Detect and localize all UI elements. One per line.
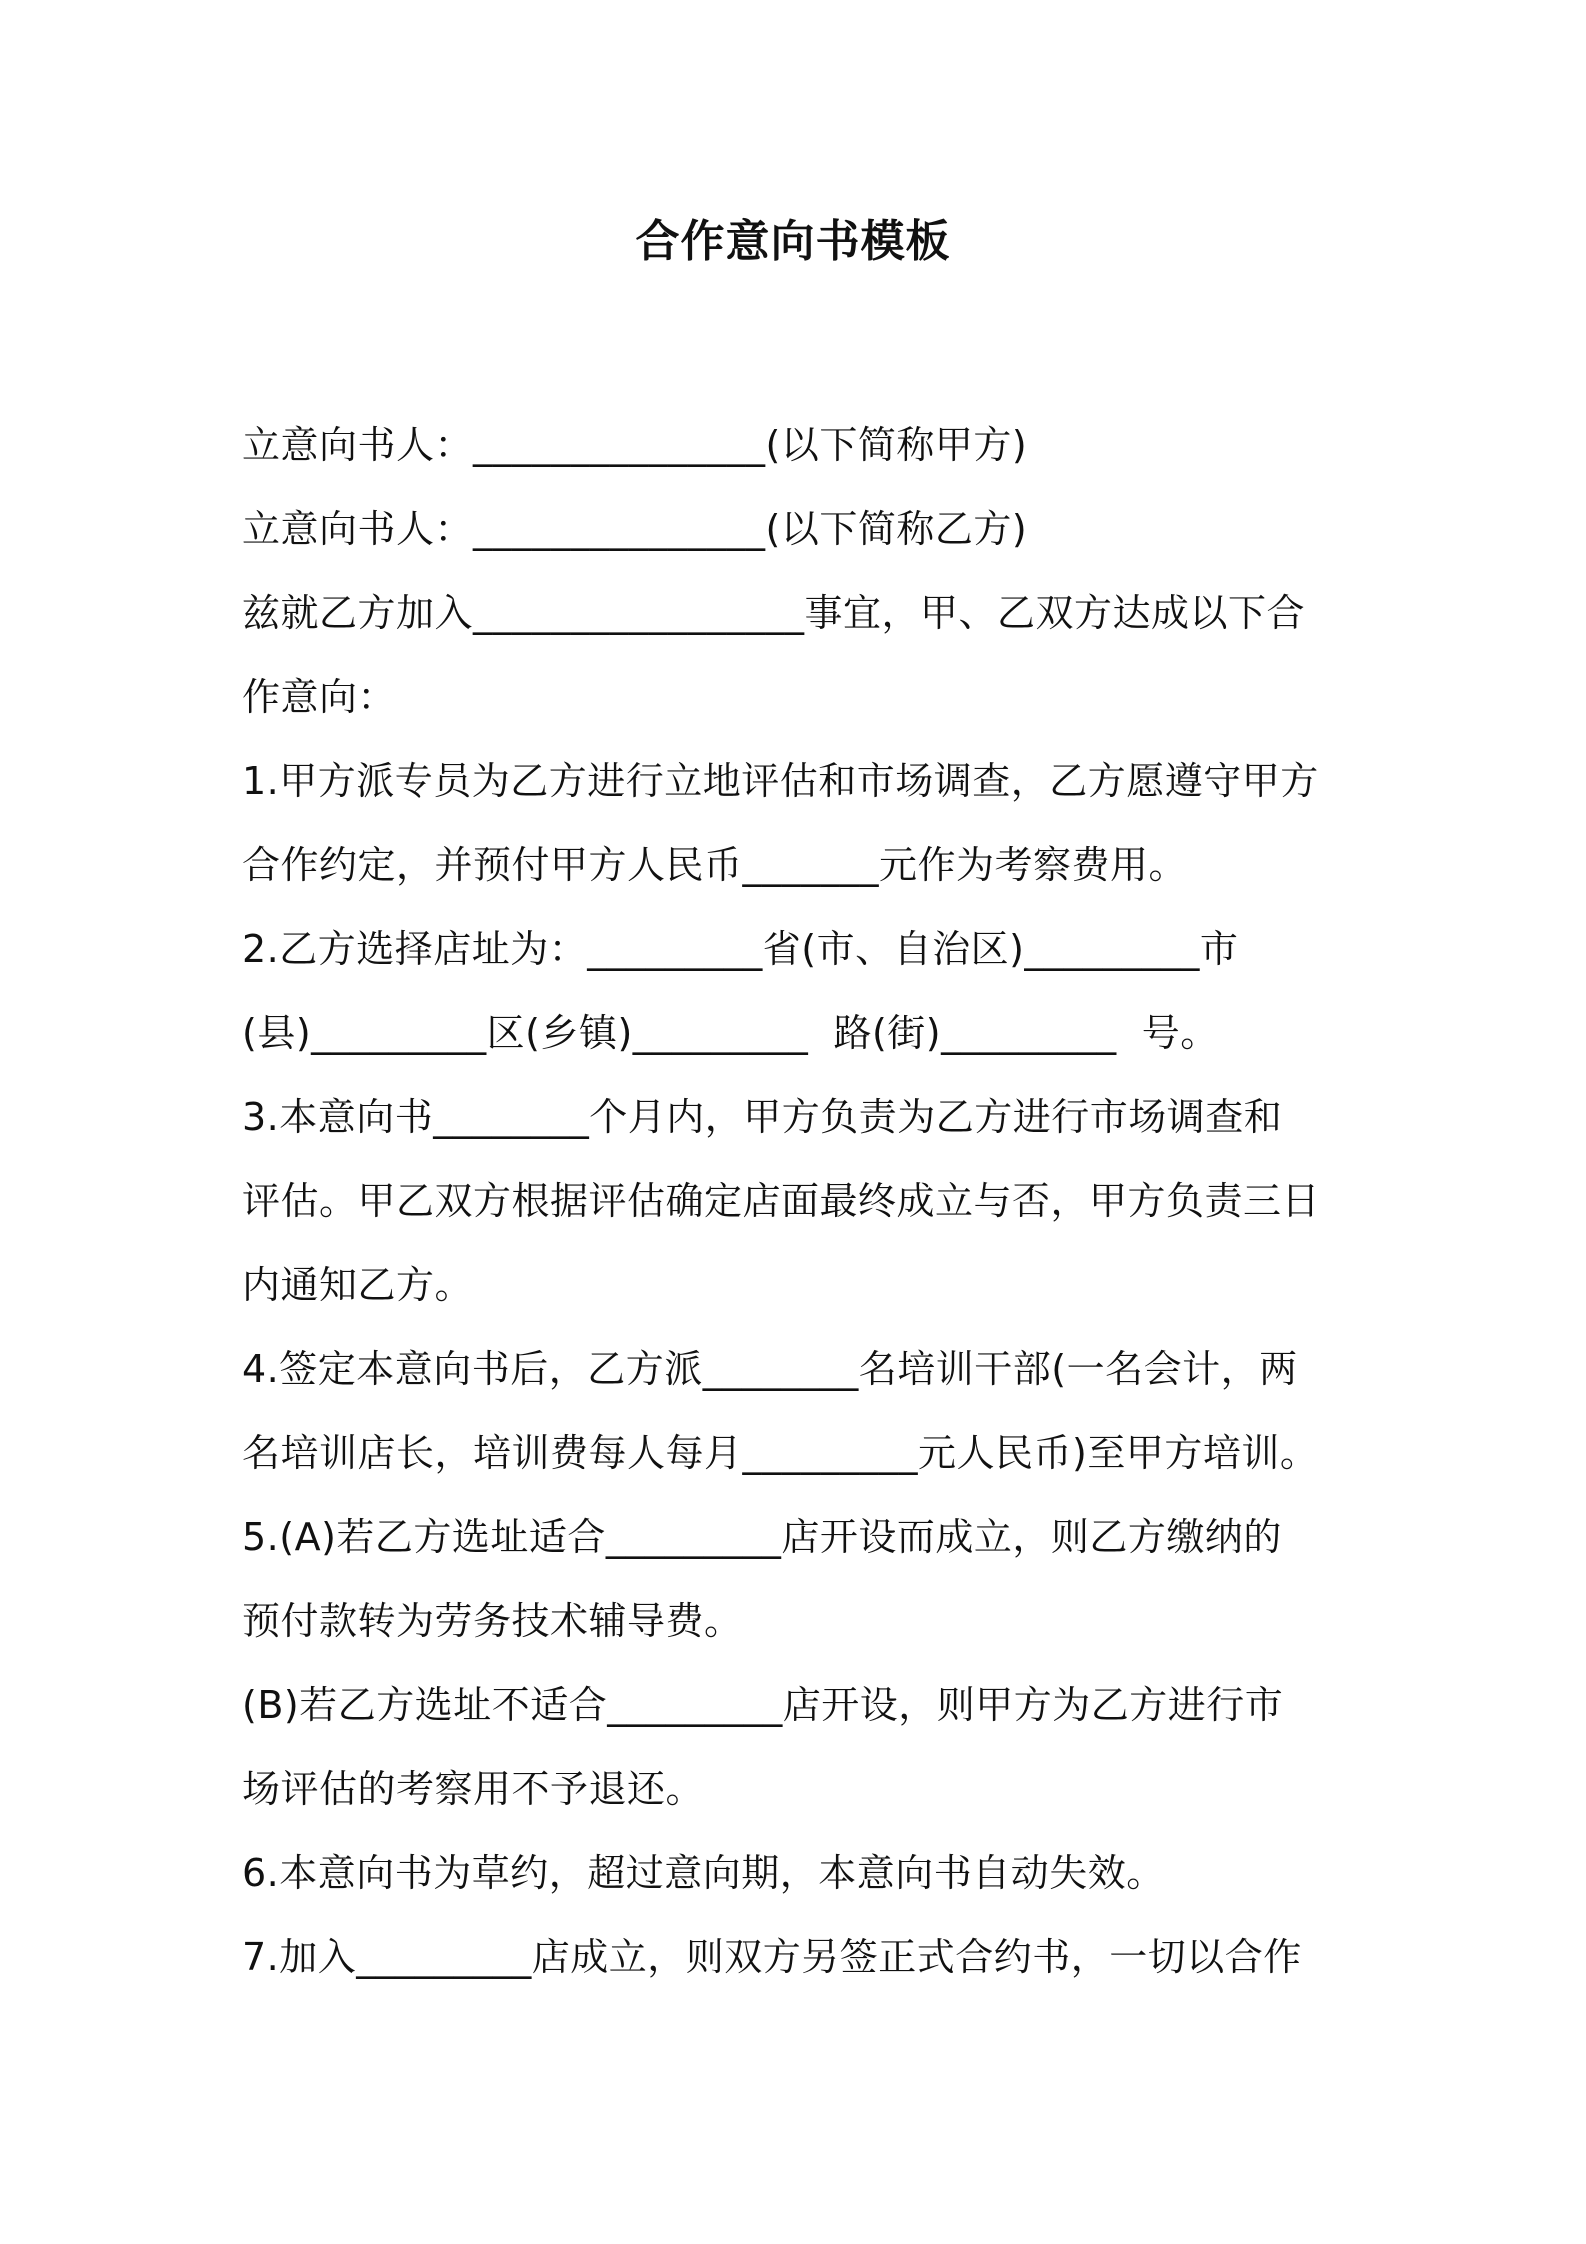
text-line: 立意向书人：_______________(以下简称乙方) <box>242 507 1028 551</box>
text-line: 名培训店长，培训费每人每月_________元人民币)至甲方培训。 <box>242 1431 1319 1475</box>
text-line: 5.(A)若乙方选址适合_________店开设而成立，则乙方缴纳的 <box>242 1515 1282 1559</box>
text-line: 内通知乙方。 <box>242 1263 474 1307</box>
text-line: 6.本意向书为草约，超过意向期，本意向书自动失效。 <box>242 1851 1165 1895</box>
text-line: 4.签定本意向书后，乙方派________名培训干部(一名会计，两 <box>242 1347 1298 1391</box>
text-line: 立意向书人：_______________(以下简称甲方) <box>242 423 1028 467</box>
text-line: 评估。甲乙双方根据评估确定店面最终成立与否，甲方负责三日 <box>242 1179 1321 1223</box>
text-line: 1.甲方派专员为乙方进行立地评估和市场调查，乙方愿遵守甲方 <box>242 759 1319 803</box>
text-line: 作意向： <box>242 675 397 719</box>
text-line: 2.乙方选择店址为：_________省(市、自治区)_________市 <box>242 927 1239 971</box>
document-body <box>242 403 1362 1999</box>
text-line: 兹就乙方加入_________________事宜，甲、乙双方达成以下合 <box>242 591 1306 635</box>
text-line: (B)若乙方选址不适合_________店开设，则甲方为乙方进行市 <box>242 1683 1284 1727</box>
text-line: 场评估的考察用不予退还。 <box>242 1767 705 1811</box>
text-line: (县)_________区(乡镇)_________ 路(街)_________ 号。 <box>242 1011 1219 1055</box>
text-line: 3.本意向书________个月内，甲方负责为乙方进行市场调查和 <box>242 1095 1283 1139</box>
text-line: 7.加入_________店成立，则双方另签正式合约书，一切以合作 <box>242 1935 1302 1979</box>
text-line: 预付款转为劳务技术辅导费。 <box>242 1599 743 1643</box>
text-line: 合作约定，并预付甲方人民币_______元作为考察费用。 <box>242 843 1188 887</box>
document-title: 合作意向书模板 <box>635 216 951 267</box>
